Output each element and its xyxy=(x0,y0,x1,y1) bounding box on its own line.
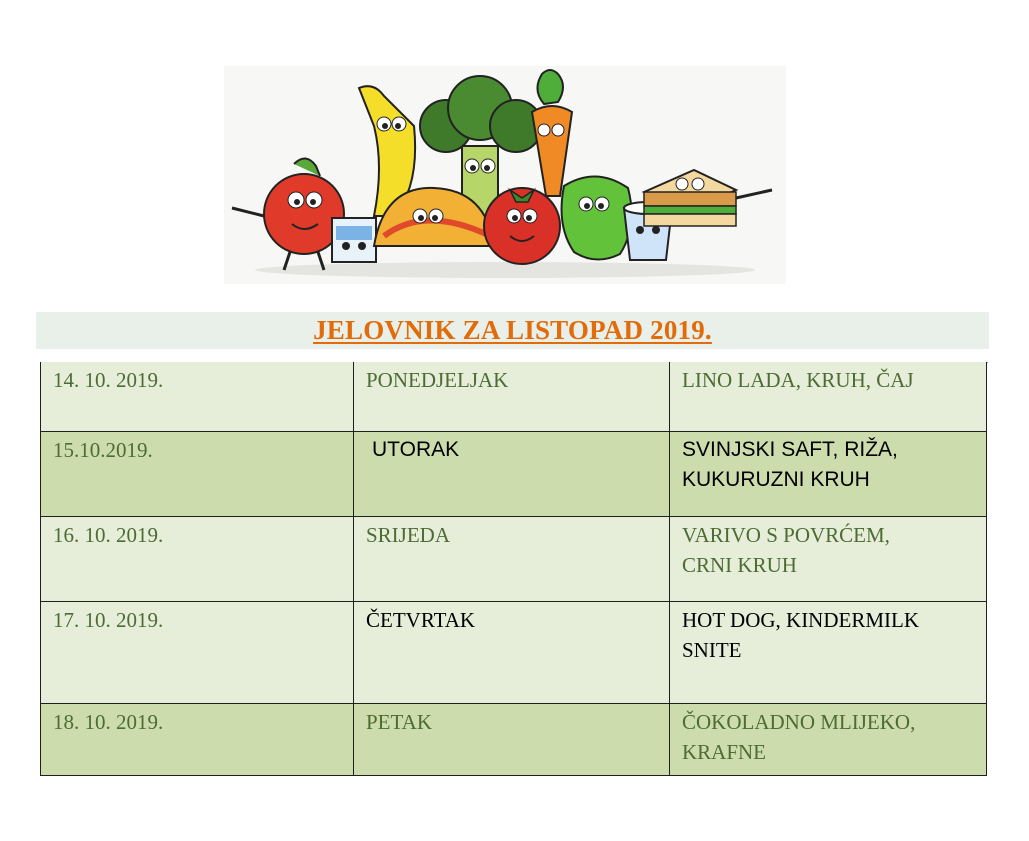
meal-line: KRAFNE xyxy=(682,739,767,764)
date-cell: 18. 10. 2019. xyxy=(41,703,354,775)
day-label: UTORAK xyxy=(372,437,460,461)
meal-line: SVINJSKI SAFT, RIŽA, xyxy=(682,437,898,461)
table-row xyxy=(41,601,987,703)
menu-table xyxy=(40,362,987,776)
milk-carton-icon xyxy=(332,218,376,262)
carrot-icon xyxy=(532,70,572,196)
meal-cell xyxy=(670,516,987,601)
green-pepper-icon xyxy=(562,176,632,259)
date-cell: 14. 10. 2019. xyxy=(41,362,354,431)
date-cell: 16. 10. 2019. xyxy=(41,516,354,601)
table-row xyxy=(41,516,987,601)
day-cell: SRIJEDA xyxy=(354,516,670,601)
tomato-icon xyxy=(484,188,560,264)
day-cell xyxy=(354,431,670,516)
day-cell: PETAK xyxy=(354,703,670,775)
meal-cell: LINO LADA, KRUH, ČAJ xyxy=(670,362,987,431)
sandwich-icon xyxy=(644,170,772,226)
date-cell: 17. 10. 2019. xyxy=(41,601,354,703)
meal-line: HOT DOG, KINDERMILK xyxy=(682,607,920,632)
meal-line: KUKURUZNI KRUH xyxy=(682,467,870,491)
food-characters-banner xyxy=(224,66,786,284)
page-title: JELOVNIK ZA LISTOPAD 2019. xyxy=(313,315,712,345)
meal-cell xyxy=(670,431,987,516)
meal-line: CRNI KRUH xyxy=(682,552,797,577)
date-cell: 15.10.2019. xyxy=(41,431,354,516)
day-cell: PONEDJELJAK xyxy=(354,362,670,431)
apple-icon xyxy=(232,158,344,270)
meal-line: ČOKOLADNO MLIJEKO, xyxy=(682,709,916,734)
food-characters-illustration xyxy=(224,66,786,284)
table-row xyxy=(41,703,987,775)
meal-line: SNITE xyxy=(682,637,742,662)
table-row xyxy=(41,431,987,516)
table-row xyxy=(41,362,987,431)
title-band xyxy=(36,312,989,349)
day-cell: ČETVRTAK xyxy=(354,601,670,703)
meal-cell xyxy=(670,703,987,775)
meal-cell xyxy=(670,601,987,703)
meal-line: VARIVO S POVRĆEM, xyxy=(682,522,890,547)
